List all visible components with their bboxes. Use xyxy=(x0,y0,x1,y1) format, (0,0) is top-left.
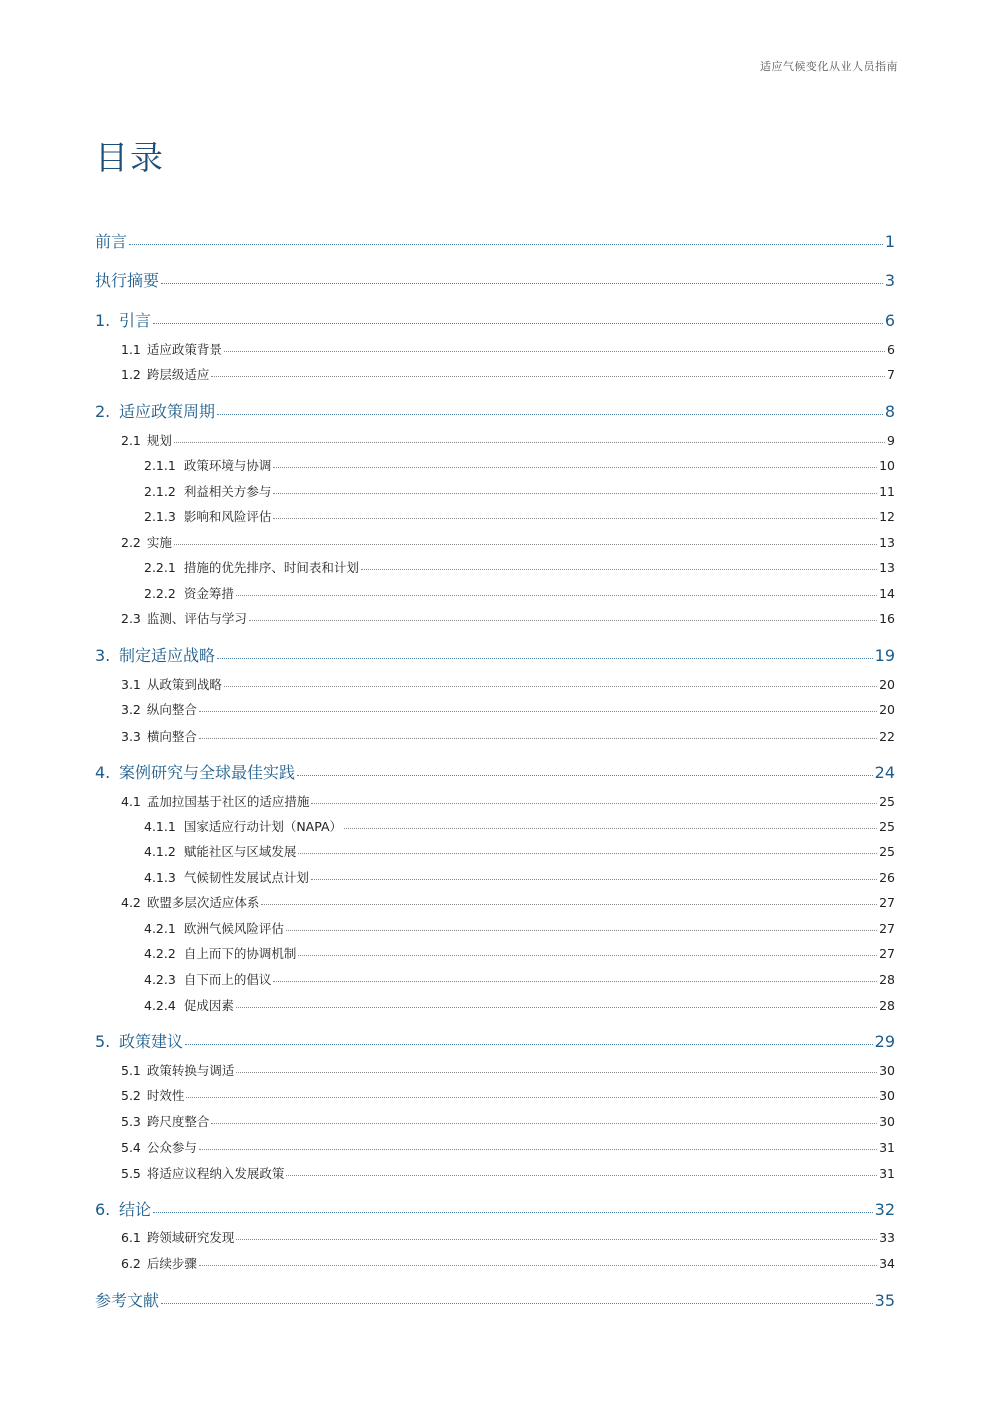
toc-entry-title xyxy=(121,1254,197,1272)
toc-entry-title xyxy=(121,675,222,693)
dot-leader xyxy=(344,828,877,829)
toc-entry-title xyxy=(144,868,309,886)
toc-entry[interactable] xyxy=(95,643,895,666)
dot-leader xyxy=(224,686,877,687)
toc-entry-page: 27 xyxy=(879,921,895,936)
toc-entry-title xyxy=(121,340,222,358)
toc-entry-number: 6.1 xyxy=(121,1230,141,1245)
toc-entry-number: 4.2.2 xyxy=(144,946,176,961)
toc-entry[interactable] xyxy=(121,792,895,810)
toc-entry-label: 横向整合 xyxy=(146,729,197,744)
toc-entry-number: 5. xyxy=(95,1032,111,1051)
toc-entry-page: 14 xyxy=(879,586,895,601)
dot-leader xyxy=(273,467,877,468)
toc-entry-number: 2. xyxy=(95,402,111,421)
dot-leader xyxy=(161,283,883,284)
toc-entry-page: 30 xyxy=(879,1114,895,1129)
toc-entry-label: 时效性 xyxy=(146,1088,185,1103)
toc-entry[interactable] xyxy=(95,308,895,331)
toc-entry-label: 结论 xyxy=(119,1200,152,1219)
toc-entry-title xyxy=(95,643,215,666)
toc-entry-label: 案例研究与全球最佳实践 xyxy=(119,763,296,782)
dot-leader xyxy=(129,244,883,245)
dot-leader xyxy=(185,1044,873,1045)
dot-leader xyxy=(236,595,877,596)
dot-leader xyxy=(199,738,877,739)
toc-entry-label: 国家适应行动计划（NAPA） xyxy=(183,819,343,834)
toc-entry-title xyxy=(121,431,172,449)
toc-entry-page: 32 xyxy=(874,1200,895,1219)
toc-entry-page: 20 xyxy=(879,677,895,692)
toc-entry-title xyxy=(121,1086,184,1104)
toc-entry[interactable] xyxy=(121,1164,895,1182)
dot-leader xyxy=(199,711,877,712)
toc-entry-label: 资金筹措 xyxy=(183,586,234,601)
dot-leader xyxy=(286,930,877,931)
toc-entry-title xyxy=(95,308,151,331)
toc-entry-title xyxy=(121,609,247,627)
toc-entry-number: 3.1 xyxy=(121,677,141,692)
toc-entry[interactable] xyxy=(144,842,895,860)
toc-entry-page: 10 xyxy=(879,458,895,473)
toc-entry[interactable] xyxy=(144,507,895,525)
toc-entry-page: 11 xyxy=(879,484,895,499)
toc-entry[interactable] xyxy=(144,584,895,602)
toc-entry[interactable] xyxy=(121,1061,895,1079)
toc-entry-page: 27 xyxy=(879,895,895,910)
toc-entry[interactable] xyxy=(95,1197,895,1220)
toc-entry-page: 13 xyxy=(879,560,895,575)
dot-leader xyxy=(286,1175,877,1176)
toc-entry-number: 2.1 xyxy=(121,433,141,448)
toc-entry-page: 13 xyxy=(879,535,895,550)
toc-entry-page: 35 xyxy=(874,1291,895,1310)
toc-entry-page: 27 xyxy=(879,946,895,961)
toc-entry-label: 利益相关方参与 xyxy=(183,484,272,499)
toc-entry-title xyxy=(121,893,259,911)
toc-entry-label: 政策环境与协调 xyxy=(183,458,272,473)
dot-leader xyxy=(311,879,877,880)
toc-entry[interactable] xyxy=(121,431,895,449)
toc-entry-title xyxy=(95,229,127,252)
toc-entry[interactable] xyxy=(121,609,895,627)
toc-entry-page: 12 xyxy=(879,509,895,524)
toc-entry-number: 5.3 xyxy=(121,1114,141,1129)
toc-entry-number: 4.2.4 xyxy=(144,998,176,1013)
toc-entry[interactable] xyxy=(95,399,895,422)
dot-leader xyxy=(273,518,877,519)
toc-entry-number: 5.2 xyxy=(121,1088,141,1103)
toc-entry-label: 自下而上的倡议 xyxy=(183,972,272,987)
dot-leader xyxy=(236,1072,877,1073)
toc-entry-page: 6 xyxy=(887,342,895,357)
toc-entry-number: 2.1.2 xyxy=(144,484,176,499)
toc-entry-page: 1 xyxy=(884,232,895,251)
toc-entry-label: 公众参与 xyxy=(146,1140,197,1155)
toc-entry[interactable] xyxy=(121,365,895,383)
toc-entry-title xyxy=(144,584,234,602)
dot-leader xyxy=(224,351,885,352)
dot-leader xyxy=(199,1265,877,1266)
toc-entry-number: 3. xyxy=(95,646,111,665)
toc-entry-number: 1. xyxy=(95,311,111,330)
toc-entry-title xyxy=(121,700,197,718)
dot-leader xyxy=(161,1303,873,1304)
toc-entry-number: 4.2 xyxy=(121,895,141,910)
toc-entry[interactable] xyxy=(121,340,895,358)
toc-entry-label: 促成因素 xyxy=(183,998,234,1013)
toc-entry-number: 5.5 xyxy=(121,1166,141,1181)
toc-entry[interactable] xyxy=(95,1288,895,1311)
toc-entry-label: 规划 xyxy=(146,433,172,448)
page-title: 目录 xyxy=(95,138,165,177)
toc-entry-number: 2.2 xyxy=(121,535,141,550)
toc-entry-label: 欧盟多层次适应体系 xyxy=(146,895,260,910)
toc-entry[interactable] xyxy=(144,482,895,500)
toc-entry-page: 3 xyxy=(884,271,895,290)
toc-entry[interactable] xyxy=(95,1029,895,1052)
toc-entry[interactable] xyxy=(121,1086,895,1104)
toc-entry-title xyxy=(121,1138,197,1156)
dot-leader xyxy=(217,658,873,659)
toc-entry-label: 前言 xyxy=(95,232,128,251)
toc-entry[interactable] xyxy=(144,817,895,835)
toc-entry[interactable] xyxy=(95,760,895,783)
toc-entry-title xyxy=(95,1029,183,1052)
toc-entry-number: 1.1 xyxy=(121,342,141,357)
toc-entry[interactable] xyxy=(144,868,895,886)
toc-entry[interactable] xyxy=(121,1112,895,1130)
toc-entry-number: 2.2.2 xyxy=(144,586,176,601)
toc-entry-page: 20 xyxy=(879,702,895,717)
toc-entry-title xyxy=(144,842,296,860)
toc-entry[interactable] xyxy=(121,1254,895,1272)
toc-entry-number: 6. xyxy=(95,1200,111,1219)
toc-entry-page: 6 xyxy=(884,311,895,330)
toc-entry-title xyxy=(121,792,309,810)
toc-entry-label: 自上而下的协调机制 xyxy=(183,946,297,961)
toc-entry-label: 制定适应战略 xyxy=(119,646,216,665)
toc-entry-title xyxy=(144,919,284,937)
toc-entry-number: 4.1.2 xyxy=(144,844,176,859)
toc-entry-page: 33 xyxy=(879,1230,895,1245)
toc-entry-title xyxy=(144,482,271,500)
toc-entry[interactable] xyxy=(121,675,895,693)
dot-leader xyxy=(174,442,885,443)
dot-leader xyxy=(249,620,877,621)
toc-entry-label: 影响和风险评估 xyxy=(183,509,272,524)
dot-leader xyxy=(261,904,877,905)
toc-entry-page: 8 xyxy=(884,402,895,421)
toc-entry[interactable] xyxy=(144,558,895,576)
toc-entry-title xyxy=(121,727,197,745)
toc-entry-page: 26 xyxy=(879,870,895,885)
toc-entry-label: 孟加拉国基于社区的适应措施 xyxy=(146,794,310,809)
toc-entry-page: 31 xyxy=(879,1140,895,1155)
toc-entry-label: 赋能社区与区域发展 xyxy=(183,844,297,859)
toc-entry-title xyxy=(121,1061,234,1079)
dot-leader xyxy=(174,544,877,545)
toc-entry-title xyxy=(144,817,342,835)
toc-entry[interactable] xyxy=(144,919,895,937)
dot-leader xyxy=(273,981,877,982)
toc-entry-page: 25 xyxy=(879,819,895,834)
toc-entry-page: 34 xyxy=(879,1256,895,1271)
dot-leader xyxy=(211,376,885,377)
dot-leader xyxy=(153,1212,873,1213)
toc-entry[interactable] xyxy=(121,533,895,551)
toc-entry-title xyxy=(144,996,234,1014)
toc-entry-page: 28 xyxy=(879,998,895,1013)
toc-entry-title xyxy=(144,944,296,962)
toc-entry-number: 5.1 xyxy=(121,1063,141,1078)
toc-entry-label: 跨领域研究发现 xyxy=(146,1230,235,1245)
toc-entry-number: 2.1.1 xyxy=(144,458,176,473)
dot-leader xyxy=(298,955,877,956)
toc-entry[interactable] xyxy=(95,268,895,291)
toc-entry-label: 适应政策背景 xyxy=(146,342,222,357)
dot-leader xyxy=(236,1007,877,1008)
toc-entry-title xyxy=(121,365,209,383)
toc-entry-label: 政策建议 xyxy=(119,1032,184,1051)
toc-entry-page: 25 xyxy=(879,794,895,809)
toc-entry-label: 引言 xyxy=(119,311,152,330)
toc-entry-page: 31 xyxy=(879,1166,895,1181)
toc-entry-page: 30 xyxy=(879,1088,895,1103)
running-header: 适应气候变化从业人员指南 xyxy=(760,60,898,73)
toc-entry-number: 6.2 xyxy=(121,1256,141,1271)
toc-entry-number: 4. xyxy=(95,763,111,782)
toc-entry-title xyxy=(144,558,359,576)
toc-entry[interactable] xyxy=(121,1228,895,1246)
toc-entry-number: 4.1.3 xyxy=(144,870,176,885)
toc-entry-label: 执行摘要 xyxy=(95,271,160,290)
toc-entry[interactable] xyxy=(144,970,895,988)
toc-entry-label: 跨尺度整合 xyxy=(146,1114,210,1129)
toc-entry-number: 4.1.1 xyxy=(144,819,176,834)
toc-entry-title xyxy=(95,1197,151,1220)
toc-entry-number: 2.1.3 xyxy=(144,509,176,524)
toc-entry-title xyxy=(95,1288,159,1311)
toc-entry-page: 19 xyxy=(874,646,895,665)
toc-entry-title xyxy=(121,1164,284,1182)
toc-entry[interactable] xyxy=(144,944,895,962)
toc-entry-title xyxy=(95,760,295,783)
dot-leader xyxy=(217,414,883,415)
toc-entry-label: 气候韧性发展试点计划 xyxy=(183,870,309,885)
dot-leader xyxy=(297,775,873,776)
dot-leader xyxy=(153,323,883,324)
toc-entry-title xyxy=(144,456,271,474)
toc-entry[interactable] xyxy=(121,700,895,718)
toc-entry-page: 30 xyxy=(879,1063,895,1078)
toc-entry[interactable] xyxy=(95,229,895,252)
toc-entry-label: 参考文献 xyxy=(95,1291,160,1310)
toc-entry-number: 3.3 xyxy=(121,729,141,744)
dot-leader xyxy=(186,1097,877,1098)
toc-entry-number: 4.1 xyxy=(121,794,141,809)
toc-entry-number: 3.2 xyxy=(121,702,141,717)
toc-entry-page: 25 xyxy=(879,844,895,859)
dot-leader xyxy=(211,1123,877,1124)
toc-entry-page: 24 xyxy=(874,763,895,782)
toc-entry-label: 后续步骤 xyxy=(146,1256,197,1271)
toc-entry-page: 16 xyxy=(879,611,895,626)
dot-leader xyxy=(236,1239,877,1240)
toc-entry-title xyxy=(121,533,172,551)
toc-entry-number: 5.4 xyxy=(121,1140,141,1155)
toc-entry-title xyxy=(95,268,159,291)
toc-entry-label: 适应政策周期 xyxy=(119,402,216,421)
toc-entry-page: 22 xyxy=(879,729,895,744)
toc-entry-label: 措施的优先排序、时间表和计划 xyxy=(183,560,359,575)
dot-leader xyxy=(273,493,877,494)
toc-entry-page: 28 xyxy=(879,972,895,987)
toc-entry-number: 2.3 xyxy=(121,611,141,626)
dot-leader xyxy=(361,569,877,570)
toc-entry-label: 监测、评估与学习 xyxy=(146,611,247,626)
toc-entry-label: 欧洲气候风险评估 xyxy=(183,921,284,936)
toc-entry-label: 纵向整合 xyxy=(146,702,197,717)
toc-entry-number: 4.2.3 xyxy=(144,972,176,987)
dot-leader xyxy=(311,803,877,804)
toc-entry-label: 从政策到战略 xyxy=(146,677,222,692)
toc-entry-page: 9 xyxy=(887,433,895,448)
toc-entry-label: 将适应议程纳入发展政策 xyxy=(146,1166,285,1181)
dot-leader xyxy=(298,853,877,854)
toc-entry[interactable] xyxy=(121,893,895,911)
toc-entry[interactable] xyxy=(121,1138,895,1156)
toc-entry-number: 2.2.1 xyxy=(144,560,176,575)
toc-entry-title xyxy=(121,1112,209,1130)
toc-entry-label: 跨层级适应 xyxy=(146,367,210,382)
toc-entry-title xyxy=(144,507,271,525)
toc-entry-label: 实施 xyxy=(146,535,172,550)
toc-entry[interactable] xyxy=(144,996,895,1014)
toc-entry[interactable] xyxy=(121,727,895,745)
toc-entry-number: 1.2 xyxy=(121,367,141,382)
dot-leader xyxy=(199,1149,877,1150)
toc-entry-page: 7 xyxy=(887,367,895,382)
toc-entry[interactable] xyxy=(144,456,895,474)
toc-entry-title xyxy=(144,970,271,988)
toc-entry-number: 4.2.1 xyxy=(144,921,176,936)
toc-entry-label: 政策转换与调适 xyxy=(146,1063,235,1078)
toc-entry-title xyxy=(121,1228,234,1246)
toc-entry-page: 29 xyxy=(874,1032,895,1051)
toc-entry-title xyxy=(95,399,215,422)
